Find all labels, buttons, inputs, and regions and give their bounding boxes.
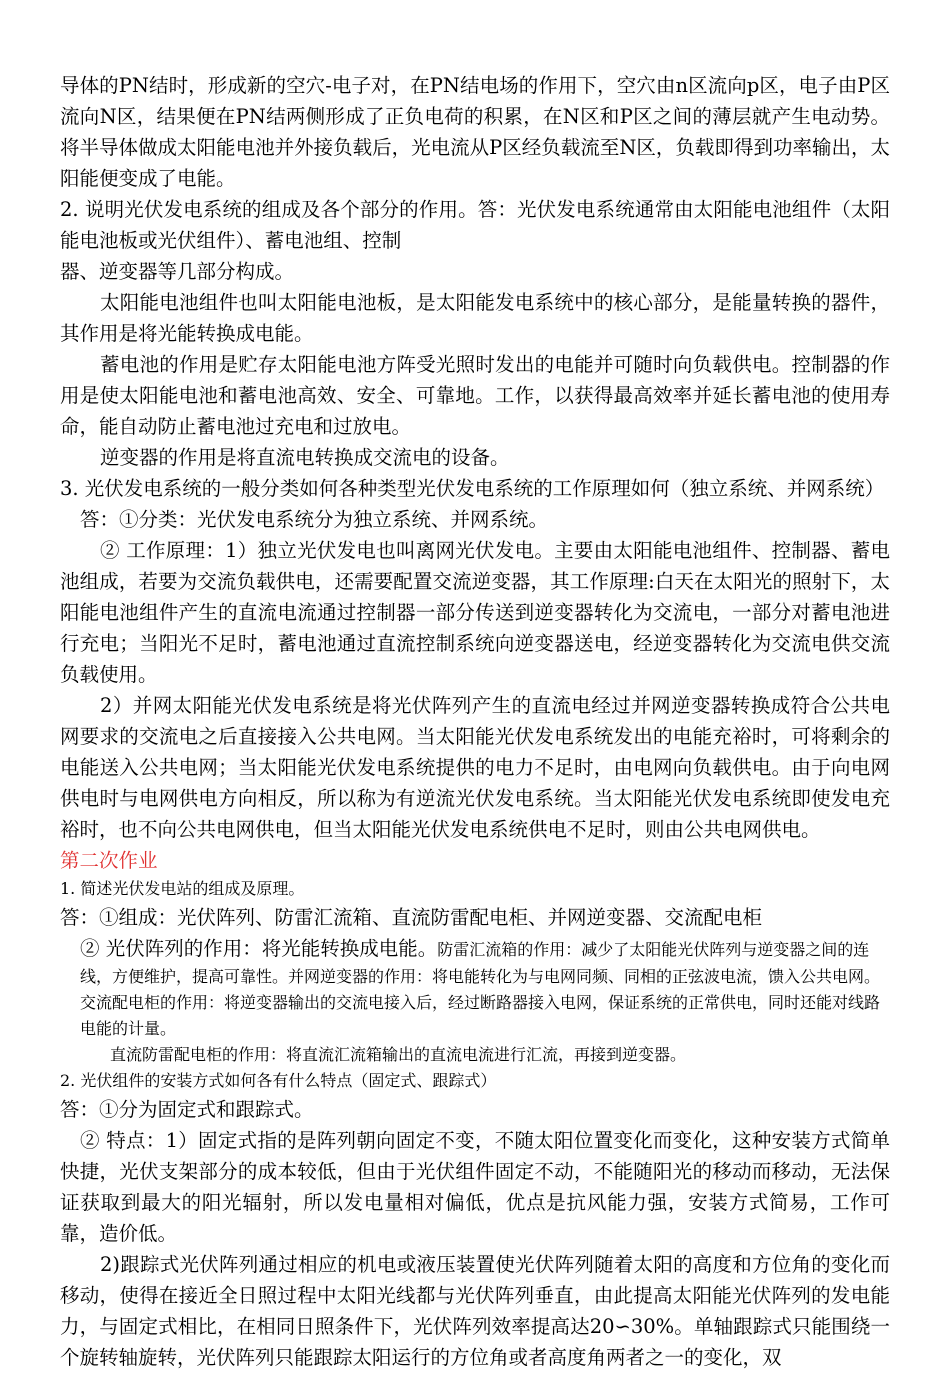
question-2: 2. 说明光伏发电系统的组成及各个部分的作用。答：光伏发电系统通常由太阳能电池组件（太阳能电池板或光伏组件）、蓄电池组、控制: [60, 198, 890, 252]
answer-3-grid-connected: 2）并网太阳能光伏发电系统是将光伏阵列产生的直流电经过并网逆变器转换成符合公共电网要求的交流电之后直接接入公共电网。当太阳能光伏发电系统发出的电能充裕时，可将剩余的电能送入公共电网；当太阳能光伏发电系统提供的电力不足时，由电网向负载供电。由于向电网供电时与电网供电方向相反，所以称为有逆流光伏发电系统。当太阳能光伏发电系统即使发电充裕时，也不向公共电网供电，但当太阳能光伏发电系统供电不足时，则由公共电网供电。: [60, 694, 890, 841]
assignment2-answer-2-tracking: 2)跟踪式光伏阵列通过相应的机电或液压装置使光伏阵列随着太阳的高度和方位角的变化而移动，使得在接近全日照过程中太阳光线都与光伏阵列垂直，由此提高太阳能光伏阵列的发电能力，与固定式相比，在相同日照条件下，光伏阵列效率提高达20∽30%。单轴跟踪式只能围绕一个旋转轴旋转，光伏阵列只能跟踪太阳运行的方位角或者高度角两者之一的变化，双: [60, 1253, 890, 1369]
assignment2-question-1: 1. 简述光伏发电站的组成及原理。: [60, 879, 305, 898]
assignment2-answer-1-composition: 答：①组成：光伏阵列、防雷汇流箱、直流防雷配电柜、并网逆变器、交流配电柜: [60, 906, 763, 929]
paragraph-pn-junction: 导体的PN结时，形成新的空穴-电子对，在PN结电场的作用下，空穴由n区流向p区，电子由P区流向N区，结果便在PN结两侧形成了正负电荷的积累，在N区和P区之间的薄层就产生电动势。将半导体做成太阳能电池并外接负载后，光电流从P区经负载流至N区，负载即得到功率输出，太阳能便变成了电能。: [60, 74, 890, 190]
assignment2-answer-2-fixed: ② 特点：1）固定式指的是阵列朝向固定不变，不随太阳位置变化而变化，这种安装方式简单快捷，光伏支架部分的成本较低，但由于光伏组件固定不动，不能随阳光的移动而移动，无法保证获取到最大的阳光辐射，所以发电量相对偏低，优点是抗风能力强，安装方式简易，工作可靠，造价低。: [60, 1129, 890, 1245]
answer-3-classification: 答：①分类：光伏发电系统分为独立系统、并网系统。: [80, 508, 549, 531]
pv-array-function: ② 光伏阵列的作用：将光能转换成电能。: [80, 937, 438, 960]
section-heading-second-assignment: 第二次作业: [60, 849, 158, 872]
assignment2-answer-1-functions: [60, 933, 890, 1042]
answer-2-battery-controller: 蓄电池的作用是贮存太阳能电池方阵受光照时发出的电能并可随时向负载供电。控制器的作用是使太阳能电池和蓄电池高效、安全、可靠地。工作，以获得最高效率并延长蓄电池的使用寿命，能自动防止蓄电池过充电和过放电。: [60, 353, 890, 438]
question-2-continued: 器、逆变器等几部分构成。: [60, 260, 295, 283]
assignment2-answer-2-types: 答：①分为固定式和跟踪式。: [60, 1098, 314, 1121]
other-component-functions: 防雷汇流箱的作用：减少了太阳能光伏阵列与逆变器之间的连线，方便维护，提高可靠性。并网逆变器的作用：将电能转化为与电网同频、同相的正弦波电流，馈入公共电网。交流配电柜的作用：将逆变器输出的交流电接入后，经过断路器接入电网，保证系统的正常供电，同时还能对线路电能的计量。: [80, 940, 881, 1038]
answer-2-inverter: 逆变器的作用是将直流电转换成交流电的设备。: [100, 446, 510, 469]
answer-3-standalone: ② 工作原理：1）独立光伏发电也叫离网光伏发电。主要由太阳能电池组件、控制器、蓄电池组成，若要为交流负载供电，还需要配置交流逆变器，其工作原理:白天在太阳光的照射下，太阳能电池组件产生的直流电流通过控制器一部分传送到逆变器转化为交流电，一部分对蓄电池进行充电；当阳光不足时，蓄电池通过直流控制系统向逆变器送电，经逆变器转化为交流电供交流负载使用。: [60, 539, 890, 686]
assignment2-answer-1-dc-cabinet: 直流防雷配电柜的作用：将直流汇流箱输出的直流电流进行汇流，再接到逆变器。: [110, 1045, 687, 1064]
assignment2-question-2: 2. 光伏组件的安装方式如何各有什么特点（固定式、跟踪式）: [60, 1071, 497, 1090]
answer-2-solar-module: 太阳能电池组件也叫太阳能电池板，是太阳能发电系统中的核心部分，是能量转换的器件，其作用是将光能转换成电能。: [60, 291, 890, 345]
question-3: 3. 光伏发电系统的一般分类如何各种类型光伏发电系统的工作原理如何（独立系统、并网系统）: [60, 477, 885, 500]
